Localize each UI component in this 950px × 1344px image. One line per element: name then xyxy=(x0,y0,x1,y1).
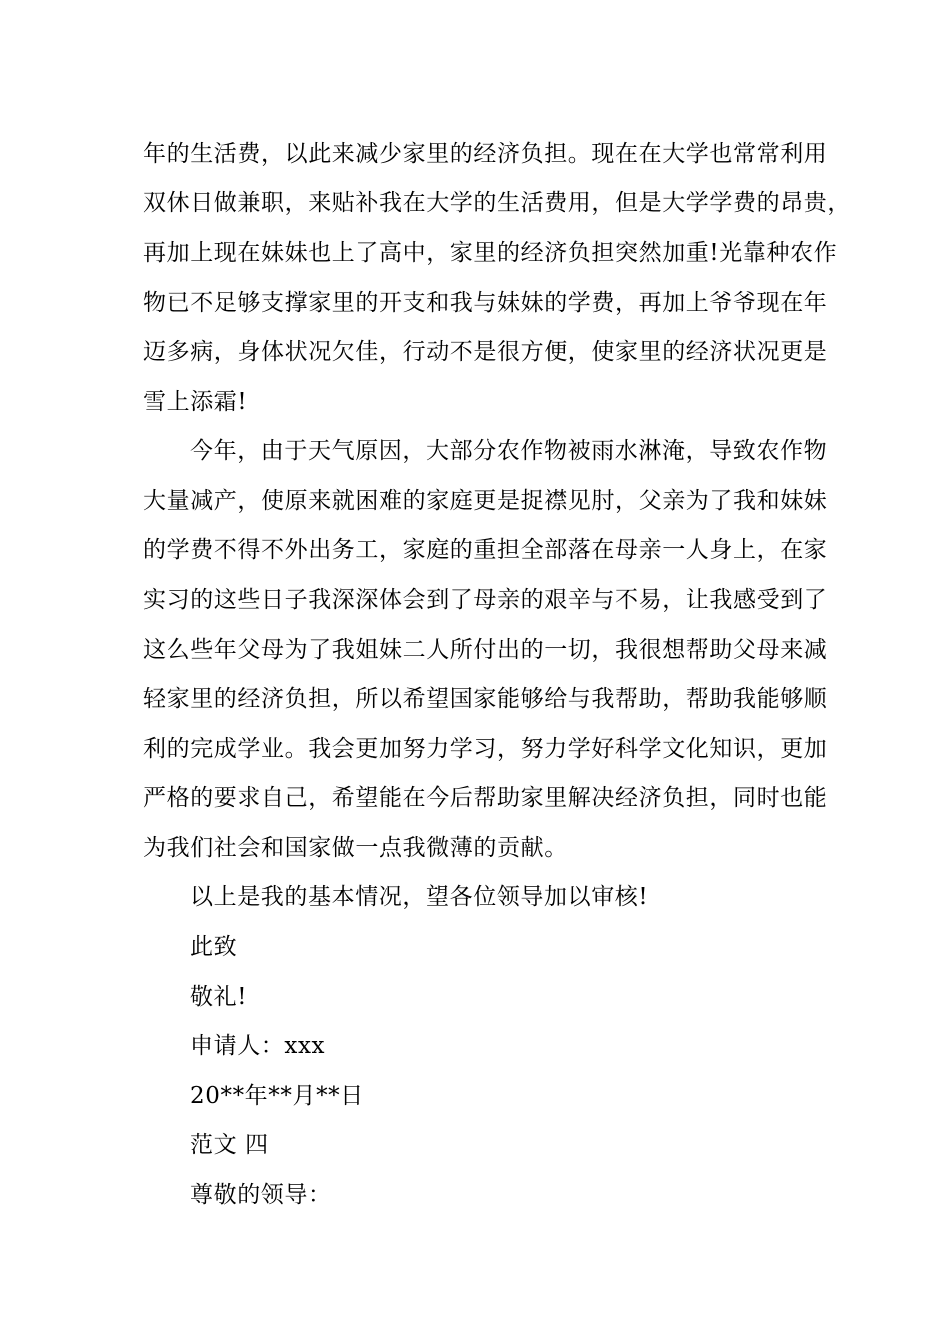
text-line: 的学费不得不外出务工，家庭的重担全部落在母亲一人身上，在家 xyxy=(143,537,828,563)
applicant-line: 申请人：xxx xyxy=(190,1033,326,1059)
date-line: 20**年**月**日 xyxy=(190,1083,364,1109)
text-line: 为我们社会和国家做一点我微薄的贡献。 xyxy=(143,835,568,861)
text-line: 双休日做兼职，来贴补我在大学的生活费用，但是大学学费的昂贵， xyxy=(143,190,851,216)
salutation-jingli: 敬礼! xyxy=(190,984,248,1010)
text-line: 大量减产，使原来就困难的家庭更是捉襟见肘，父亲为了我和妹妹 xyxy=(143,488,828,514)
text-line: 严格的要求自己，希望能在今后帮助家里解决经济负担，同时也能 xyxy=(143,785,828,811)
paragraph-start-line: 今年，由于天气原因，大部分农作物被雨水淋淹，导致农作物 xyxy=(190,438,828,464)
text-line: 轻家里的经济负担，所以希望国家能够给与我帮助，帮助我能够顺 xyxy=(143,686,828,712)
text-line: 实习的这些日子我深深体会到了母亲的艰辛与不易，让我感受到了 xyxy=(143,587,828,613)
greeting-line: 尊敬的领导： xyxy=(190,1182,332,1208)
section-heading: 范文 四 xyxy=(190,1132,269,1158)
text-line: 这么些年父母为了我姐妹二人所付出的一切，我很想帮助父母来减 xyxy=(143,637,828,663)
text-line: 物已不足够支撑家里的开支和我与妹妹的学费，再加上爷爷现在年 xyxy=(143,290,828,316)
salutation-cizhi: 此致 xyxy=(190,934,238,960)
text-line: 年的生活费，以此来减少家里的经济负担。现在在大学也常常利用 xyxy=(143,141,828,167)
text-line: 利的完成学业。我会更加努力学习，努力学好科学文化知识，更加 xyxy=(143,736,828,762)
text-line: 雪上添霜! xyxy=(143,389,248,415)
closing-statement: 以上是我的基本情况，望各位领导加以审核! xyxy=(190,884,649,910)
text-line: 迈多病，身体状况欠佳，行动不是很方便，使家里的经济状况更是 xyxy=(143,339,828,365)
text-line: 再加上现在妹妹也上了高中，家里的经济负担突然加重!光靠种农作 xyxy=(143,240,838,266)
